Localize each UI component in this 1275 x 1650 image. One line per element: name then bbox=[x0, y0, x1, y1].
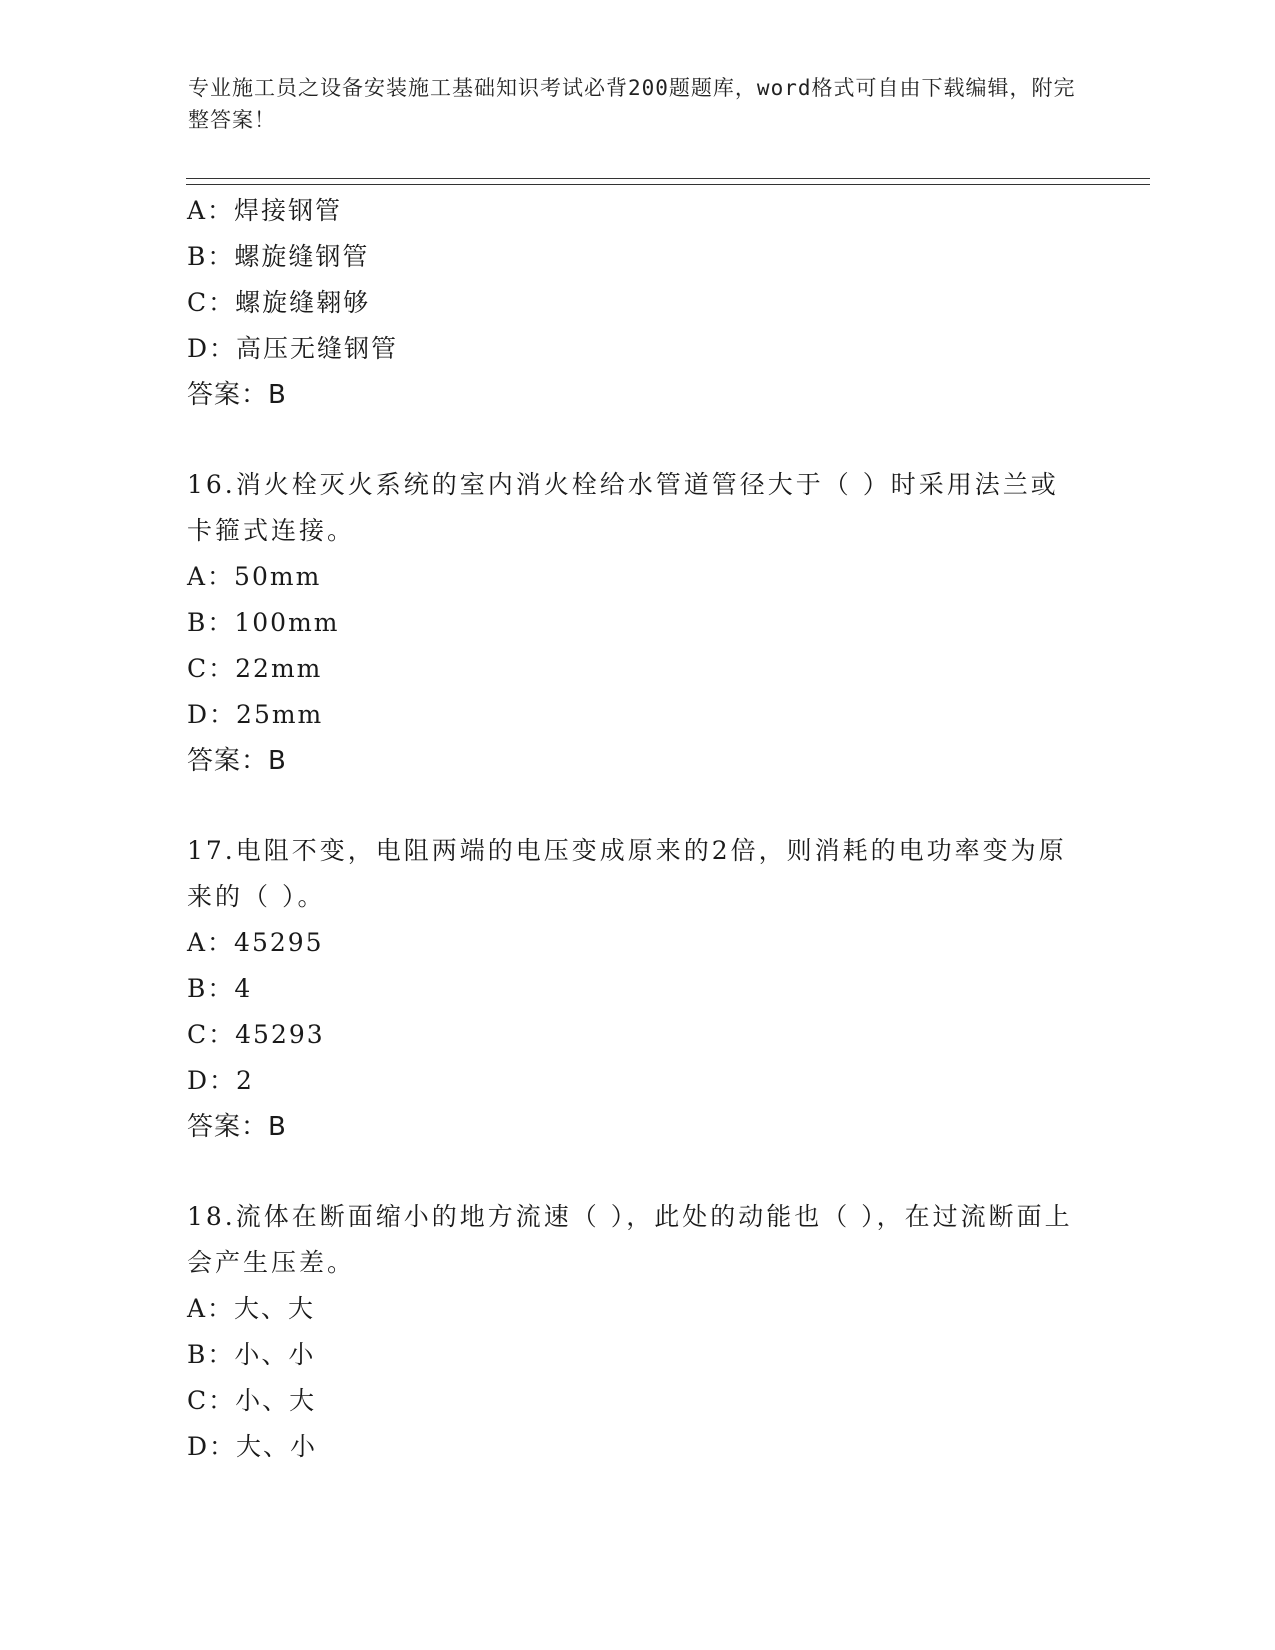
option-c: C：45293 bbox=[187, 1020, 325, 1049]
answer-text: 答案：B bbox=[187, 1112, 287, 1142]
option-c: C：小、大 bbox=[187, 1386, 317, 1415]
option-a: A：焊接钢管 bbox=[187, 196, 343, 225]
option-a: A：45295 bbox=[187, 928, 324, 957]
document-body bbox=[187, 188, 1087, 1470]
question-16 bbox=[187, 462, 1087, 784]
option-b: B：小、小 bbox=[187, 1340, 316, 1369]
question-stem: 18.流体在断面缩小的地方流速（ ），此处的动能也（ ），在过流断面上会产生压差。 bbox=[187, 1202, 1073, 1277]
question-stem: 16.消火栓灭火系统的室内消火栓给水管道管径大于（ ）时采用法兰或卡箍式连接。 bbox=[187, 470, 1059, 545]
option-d: D：高压无缝钢管 bbox=[187, 334, 399, 363]
option-d: D：25mm bbox=[187, 700, 324, 729]
question-18 bbox=[187, 1194, 1087, 1470]
option-b: B：100mm bbox=[187, 608, 340, 637]
option-c: C：螺旋缝翱够 bbox=[187, 288, 371, 317]
option-b: B：4 bbox=[187, 974, 253, 1003]
option-a: A：大、大 bbox=[187, 1294, 316, 1323]
page-header-title: 专业施工员之设备安装施工基础知识考试必背200题题库，word格式可自由下载编辑，附完整答案！ bbox=[188, 76, 1076, 132]
option-a: A：50mm bbox=[187, 562, 322, 591]
option-b: B：螺旋缝钢管 bbox=[187, 242, 370, 271]
question-15 bbox=[187, 188, 1087, 418]
header-divider bbox=[186, 178, 1150, 185]
option-d: D：大、小 bbox=[187, 1432, 318, 1461]
question-stem: 17.电阻不变，电阻两端的电压变成原来的2倍，则消耗的电功率变为原来的（ ）。 bbox=[187, 836, 1067, 911]
option-c: C：22mm bbox=[187, 654, 323, 683]
question-17 bbox=[187, 828, 1087, 1150]
option-d: D：2 bbox=[187, 1066, 254, 1095]
answer-text: 答案：B bbox=[187, 380, 287, 410]
answer-text: 答案：B bbox=[187, 746, 287, 776]
